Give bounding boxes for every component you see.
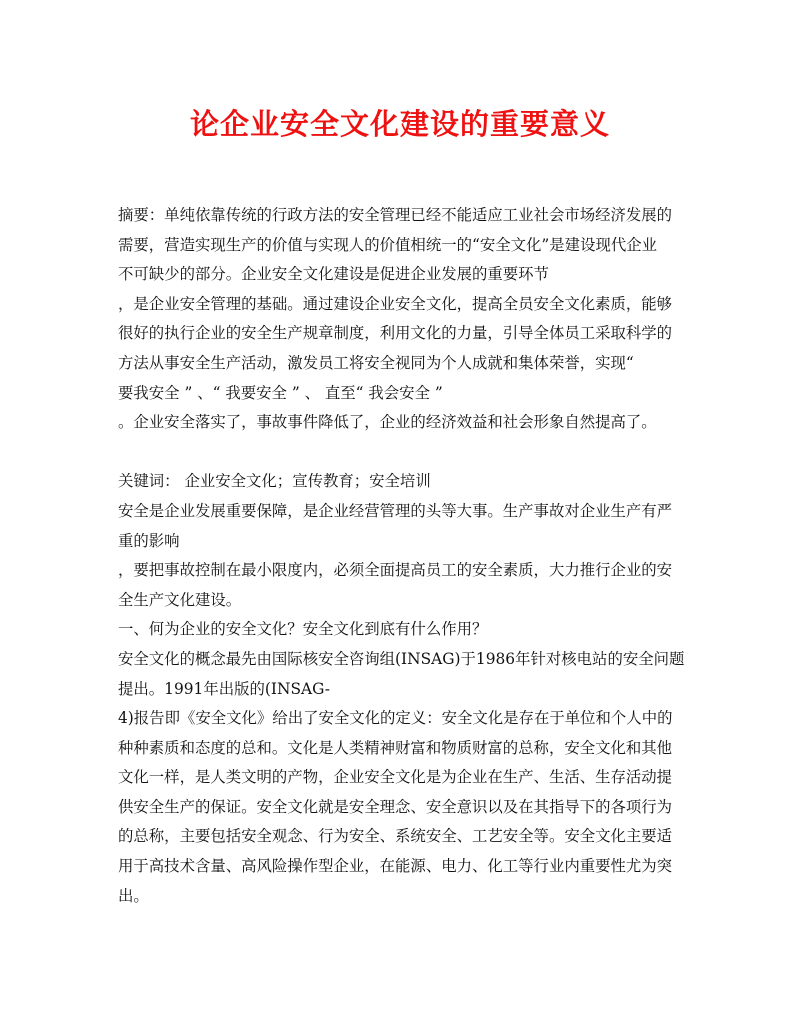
document-body — [118, 201, 688, 911]
body-line: 提出。1991年出版的(INSAG- — [118, 679, 330, 698]
body-line: 重的影响 — [118, 531, 180, 550]
body-line: 种种素质和态度的总和。文化是人类精神财富和物质财富的总称，安全文化和其他 — [118, 738, 673, 757]
abstract-line: 摘要：单纯依靠传统的行政方法的安全管理已经不能适应工业社会市场经济发展的 — [118, 206, 673, 224]
document-title: 论企业安全文化建设的重要意义 — [189, 107, 610, 141]
abstract-line: 很好的执行企业的安全生产规章制度，利用文化的力量，引导全体员工采取科学的 — [118, 324, 673, 343]
body-line: 出。 — [118, 886, 149, 905]
abstract-line: 不可缺少的部分。企业安全文化建设是促进企业发展的重要环节 — [118, 265, 549, 284]
body-line: ，要把事故控制在最小限度内，必须全面提高员工的安全素质，大力推行企业的安 — [118, 561, 673, 580]
body-line: 安全是企业发展重要保障，是企业经营管理的头等大事。生产事故对企业生产有严 — [118, 501, 673, 520]
body-line: 的总称，主要包括安全观念、行为安全、系统安全、工艺安全等。安全文化主要适 — [118, 827, 673, 846]
abstract-line: 要我安全 ” 、“ 我要安全 ” 、 直至“ 我会安全 ” — [118, 383, 443, 402]
abstract-line: ，是企业安全管理的基础。通过建设企业安全文化，提高全员安全文化素质，能够 — [118, 294, 673, 313]
body-line: 全生产文化建设。 — [118, 590, 242, 609]
body-line: 供安全生产的保证。安全文化就是安全理念、安全意识以及在其指导下的各项行为 — [118, 797, 673, 816]
abstract-line: 。企业安全落实了，事故事件降低了，企业的经济效益和社会形象自然提高了。 — [118, 413, 657, 432]
body-line: 4)报告即《安全文化》给出了安全文化的定义：安全文化是存在于单位和个人中的 — [118, 709, 673, 728]
body-line: 文化一样，是人类文明的产物，企业安全文化是为企业在生产、生活、生存活动提 — [118, 768, 673, 787]
abstract-line: 方法从事安全生产活动，激发员工将安全视同为个人成就和集体荣誉，实现“ — [118, 353, 634, 372]
abstract-line: 需要，营造实现生产的价值与实现人的价值相统一的“安全文化”是建设现代企业 — [118, 235, 658, 254]
body-line: 安全文化的概念最先由国际核安全咨询组(INSAG)于1986年针对核电站的安全问题 — [118, 649, 685, 668]
paragraph-gap — [118, 438, 688, 468]
body-line: 用于高技术含量、高风险操作型企业，在能源、电力、化工等行业内重要性尤为突 — [118, 857, 673, 876]
section-heading: 一、何为企业的安全文化？安全文化到底有什么作用？ — [118, 620, 488, 639]
keywords-line: 关键词： 企业安全文化；宣传教育；安全培训 — [118, 472, 431, 491]
